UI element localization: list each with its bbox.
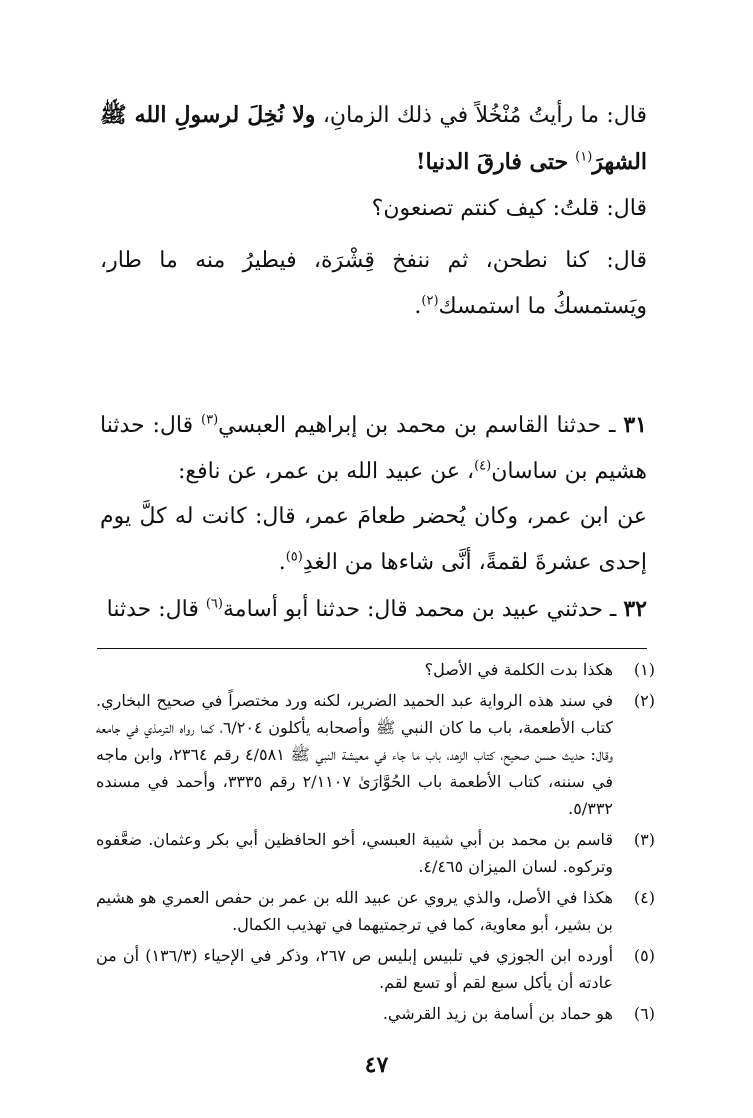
footnote-text: في سند هذه الرواية عبد الحميد الضرير، لكنه ورد مختصراً في صحيح البخاري. كتاب الأطعمة، باب ما كان النبي ﷺ وأصحابه يأكلون ٦/٢٠٤، كما رواه الترمذي في جامعه وقال: حديث حسن صحيح، كتاب الزهد، باب ما جاء في معيشة النبي ﷺ ٤/٥٨١ رقم ٢٣٦٤، وابن ماجه في سننه، كتاب الأطعمة باب الحُوَّارَىٰ ٢/١١٠٧ رقم ٣٣٣٥، وأحمد في مسنده ٥/٣٣٢. <box>96 691 614 818</box>
p5-end: . <box>278 550 286 575</box>
p3-end: . <box>414 294 422 319</box>
p4-a: ـ حدثنا القاسم بن محمد بن إبراهيم العبسي <box>218 413 616 438</box>
paragraph-1 <box>100 92 647 186</box>
footnote-label: (١) <box>633 660 655 679</box>
p1-bold-1: ولا نُخِلَ لرسولِ الله ﷺ الشهرَ <box>100 102 647 175</box>
p2-text: قال: قلتُ: كيف كنتم تصنعون؟ <box>371 196 647 221</box>
footnote-text: قاسم بن محمد بن أبي شيبة العبسي، أخو الحافظين أبي بكر وعثمان. ضعَّفوه وتركوه. لسان الميزان ٤/٤٦٥. <box>96 830 613 876</box>
paragraph-2 <box>100 186 647 232</box>
hadith-number-31: ٣١ <box>623 412 647 438</box>
p4-b: قال: حدثنا هشيم بن ساسان <box>100 413 647 484</box>
footnote-label: (٢) <box>633 691 655 710</box>
footnote-text: أورده ابن الجوزي في تلبيس إبليس ص ٢٦٧، وذكر في الإحياء (١٣٦/٣) أن من عادته أن يأكل سبع لقم أو تسع لقم. <box>96 946 614 992</box>
footnote-1 <box>96 656 655 683</box>
footnote-divider <box>97 648 647 649</box>
paragraph-3 <box>100 238 647 330</box>
footnote-label: (٤) <box>633 888 655 907</box>
footnote-3 <box>96 826 655 880</box>
page-number: ٤٧ <box>364 1052 389 1078</box>
footnote-label: (٣) <box>633 830 655 849</box>
footnote-ref-5[interactable]: (٥) <box>285 549 303 565</box>
footnote-label: (٥) <box>633 946 655 965</box>
footnote-ref-1[interactable]: (١) <box>575 149 593 165</box>
paragraph-5 <box>100 494 647 586</box>
p1-lead: قال: ما رأيتُ مُنْخُلاً في ذلك الزمانِ، <box>322 103 648 128</box>
paragraph-4 <box>100 402 647 495</box>
footnote-text: هكذا بدت الكلمة في الأصل؟ <box>424 660 613 679</box>
footnote-6 <box>96 1000 655 1027</box>
p6-a: ـ حدثني عبيد بن محمد قال: حدثنا أبو أسامة <box>222 597 617 622</box>
footnote-ref-3[interactable]: (٣) <box>201 412 219 428</box>
paragraph-6 <box>100 586 647 633</box>
footnote-4 <box>96 884 655 938</box>
footnote-text: هو حماد بن أسامة بن زيد القرشي. <box>382 1004 613 1023</box>
footnote-text: هكذا في الأصل، والذي يروي عن عبيد الله بن عمر بن حفص العمري هو هشيم بن بشير، أبو معاوية، كما في ترجمتيهما في تهذيب الكمال. <box>96 888 613 934</box>
footnote-5 <box>96 942 655 996</box>
footnotes <box>96 656 655 1031</box>
footnote-label: (٦) <box>633 1004 655 1023</box>
p3-text: قال: كنا نطحن، ثم ننفخ قِشْرَة، فيطيرُ منه ما طار، ويَستمسكُ ما استمسك <box>100 248 647 319</box>
p5-text: عن ابن عمر، وكان يُحضر طعامَ عمر، قال: كانت له كلَّ يوم إحدى عشرةَ لقمةً، أنَّى شاءها من الغدِ <box>100 504 647 575</box>
p6-b: قال: حدثنا <box>106 597 199 622</box>
footnote-ref-4[interactable]: (٤) <box>474 458 492 474</box>
p4-c: ، عن عبيد الله بن عمر، عن نافع: <box>177 459 475 484</box>
footnote-2 <box>96 687 655 822</box>
hadith-number-32: ٣٢ <box>623 596 647 622</box>
footnote-ref-6[interactable]: (٦) <box>205 596 223 612</box>
p1-bold-2: حتى فارقَ الدنيا! <box>415 149 569 175</box>
footnote-ref-2[interactable]: (٢) <box>421 293 439 309</box>
